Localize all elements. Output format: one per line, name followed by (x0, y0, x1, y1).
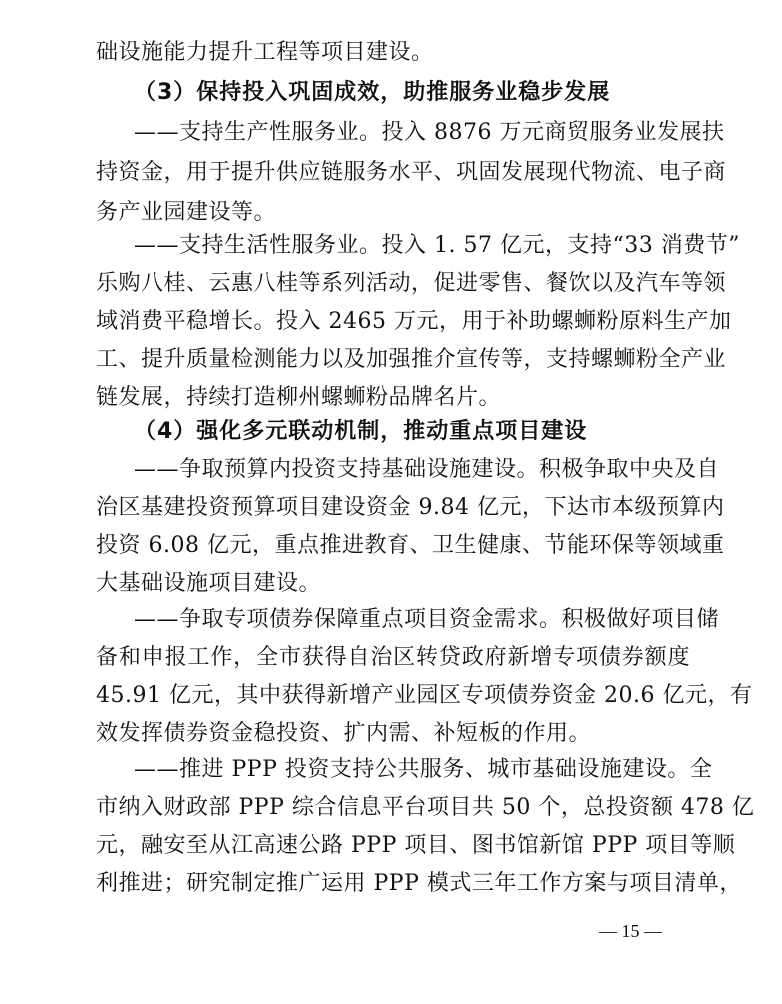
text-line: 持资金，用于提升供应链服务水平、巩固发展现代物流、电子商 (96, 160, 727, 185)
text-line: 治区基建投资预算项目建设资金 9.84 亿元，下达市本级预算内 (96, 495, 725, 520)
text-line: 务产业园建设等。 (96, 200, 277, 225)
text-line: 础设施能力提升工程等项目建设。 (96, 40, 434, 65)
text-line: 45.91 亿元，其中获得新增产业园区专项债券资金 20.6 亿元，有 (96, 683, 753, 708)
text-line: 市纳入财政部 PPP 综合信息平台项目共 50 个，总投资额 478 亿 (96, 795, 755, 820)
text-line: ——支持生产性服务业。投入 8876 万元商贸服务业发展扶 (134, 120, 725, 145)
text-line: 利推进；研究制定推广运用 PPP 模式三年工作方案与项目清单， (96, 871, 742, 896)
text-line: 备和申报工作，全市获得自治区转贷政府新增专项债券额度 (96, 645, 690, 670)
text-line: 域消费平稳增长。投入 2465 万元，用于补助螺蛳粉原料生产加 (96, 309, 732, 334)
text-line: 工、提升质量检测能力以及加强推介宣传等，支持螺蛳粉全产业 (96, 347, 727, 372)
text-line: ——争取专项债券保障重点项目资金需求。积极做好项目储 (134, 607, 720, 632)
text-line: ——争取预算内投资支持基础设施建设。积极争取中央及自 (134, 457, 720, 482)
text-line: 投资 6.08 亿元，重点推进教育、卫生健康、节能环保等领域重 (96, 533, 725, 558)
page-number: — 15 — (599, 921, 662, 941)
text-line: 效发挥债券资金稳投资、扩内需、补短板的作用。 (96, 721, 592, 746)
text-line: 大基础设施项目建设。 (96, 571, 322, 596)
text-line: 元，融安至从江高速公路 PPP 项目、图书馆新馆 PPP 项目等顺 (96, 833, 736, 858)
section-heading: （3）保持投入巩固成效，助推服务业稳步发展 (134, 80, 611, 105)
text-line: ——支持生活性服务业。投入 1. 57 亿元，支持“33 消费节” (134, 233, 740, 258)
text-line: 链发展，持续打造柳州螺蛳粉品牌名片。 (96, 385, 502, 410)
text-line: ——推进 PPP 投资支持公共服务、城市基础设施建设。全 (134, 757, 713, 782)
text-line: 乐购八桂、云惠八桂等系列活动，促进零售、餐饮以及汽车等领 (96, 271, 727, 296)
section-heading: （4）强化多元联动机制，推动重点项目建设 (134, 419, 588, 444)
